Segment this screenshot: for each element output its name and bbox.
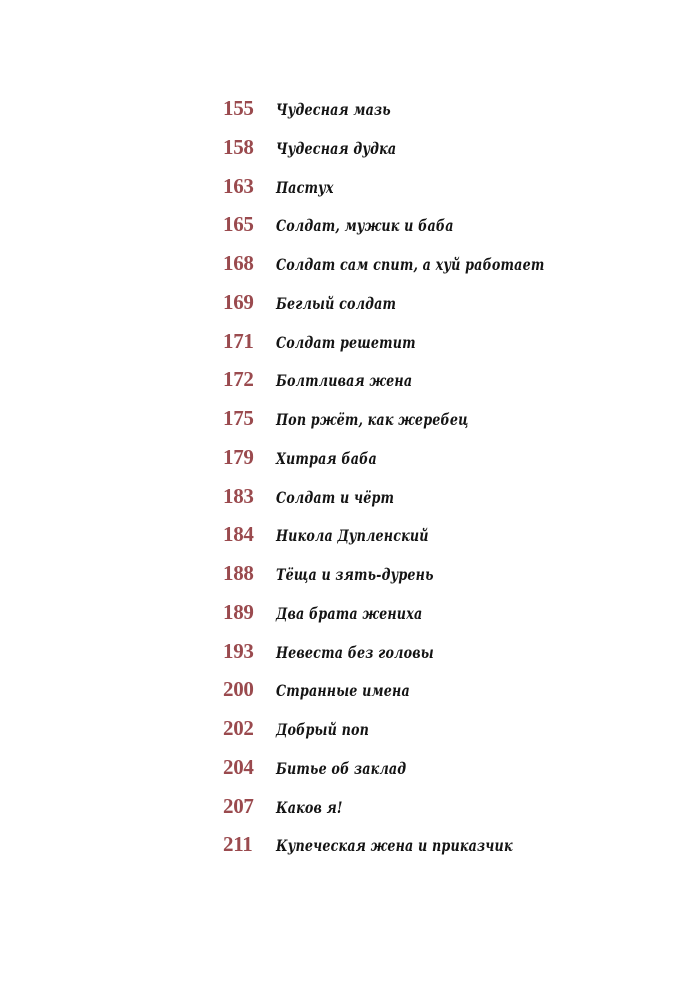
toc-entry xyxy=(223,561,663,600)
toc-entry xyxy=(223,96,663,135)
toc-entry xyxy=(223,716,663,755)
toc-entry xyxy=(223,135,663,174)
page-number: 204 xyxy=(223,754,254,779)
entry-title: Никола Дупленский xyxy=(276,526,429,546)
toc-entry xyxy=(223,484,663,523)
page-number: 168 xyxy=(223,251,254,275)
page-number: 188 xyxy=(223,561,254,585)
entry-title: Солдат и чёрт xyxy=(276,487,395,507)
entry-title: Невеста без головы xyxy=(276,642,434,662)
page-number: 207 xyxy=(223,793,254,818)
toc-entry xyxy=(223,600,663,639)
page-number: 189 xyxy=(223,599,254,624)
entry-title: Чудесная дудка xyxy=(276,138,397,158)
toc-entry xyxy=(223,677,663,716)
toc-entry xyxy=(223,794,663,833)
entry-title: Солдат решетит xyxy=(276,332,416,352)
page-number: 172 xyxy=(223,367,254,392)
entry-title: Чудесная мазь xyxy=(276,100,391,119)
entry-title: Каков я! xyxy=(276,797,343,817)
toc-entry xyxy=(223,522,663,561)
page-number: 165 xyxy=(223,212,254,237)
entry-title: Купеческая жена и приказчик xyxy=(276,836,513,856)
toc-entry xyxy=(223,290,663,329)
entry-title: Хитрая баба xyxy=(276,448,377,468)
toc-entry xyxy=(223,445,663,484)
toc-entry xyxy=(223,251,663,290)
table-of-contents xyxy=(223,96,663,871)
page-number: 171 xyxy=(223,328,254,353)
page-number: 179 xyxy=(223,444,254,469)
page-number: 184 xyxy=(223,522,254,547)
page-number: 169 xyxy=(223,289,254,314)
entry-title: Странные имена xyxy=(276,681,410,701)
toc-entry xyxy=(223,367,663,406)
toc-entry xyxy=(223,212,663,251)
page-number: 193 xyxy=(223,638,254,663)
toc-entry xyxy=(223,329,663,368)
toc-entry xyxy=(223,639,663,678)
entry-title: Добрый поп xyxy=(276,720,370,739)
page-number: 202 xyxy=(223,716,254,740)
entry-title: Солдат, мужик и баба xyxy=(276,216,454,236)
toc-entry xyxy=(223,174,663,213)
page-number: 211 xyxy=(223,832,253,857)
page-number: 175 xyxy=(223,406,254,430)
page-number: 158 xyxy=(223,134,254,159)
entry-title: Тёща и зять-дурень xyxy=(276,565,434,584)
page-number: 183 xyxy=(223,483,254,508)
entry-title: Пастух xyxy=(276,177,334,197)
entry-title: Болтливая жена xyxy=(276,371,413,391)
page-number: 155 xyxy=(223,96,254,120)
page-number: 200 xyxy=(223,677,254,702)
entry-title: Поп ржёт, как жеребец xyxy=(276,410,469,429)
toc-entry xyxy=(223,755,663,794)
toc-entry xyxy=(223,832,663,871)
entry-title: Солдат сам спит, а хуй работает xyxy=(276,255,545,274)
page-number: 163 xyxy=(223,173,254,198)
entry-title: Беглый солдат xyxy=(276,293,397,313)
entry-title: Два брата жениха xyxy=(276,603,423,623)
entry-title: Битье об заклад xyxy=(276,758,407,778)
toc-entry xyxy=(223,406,663,445)
